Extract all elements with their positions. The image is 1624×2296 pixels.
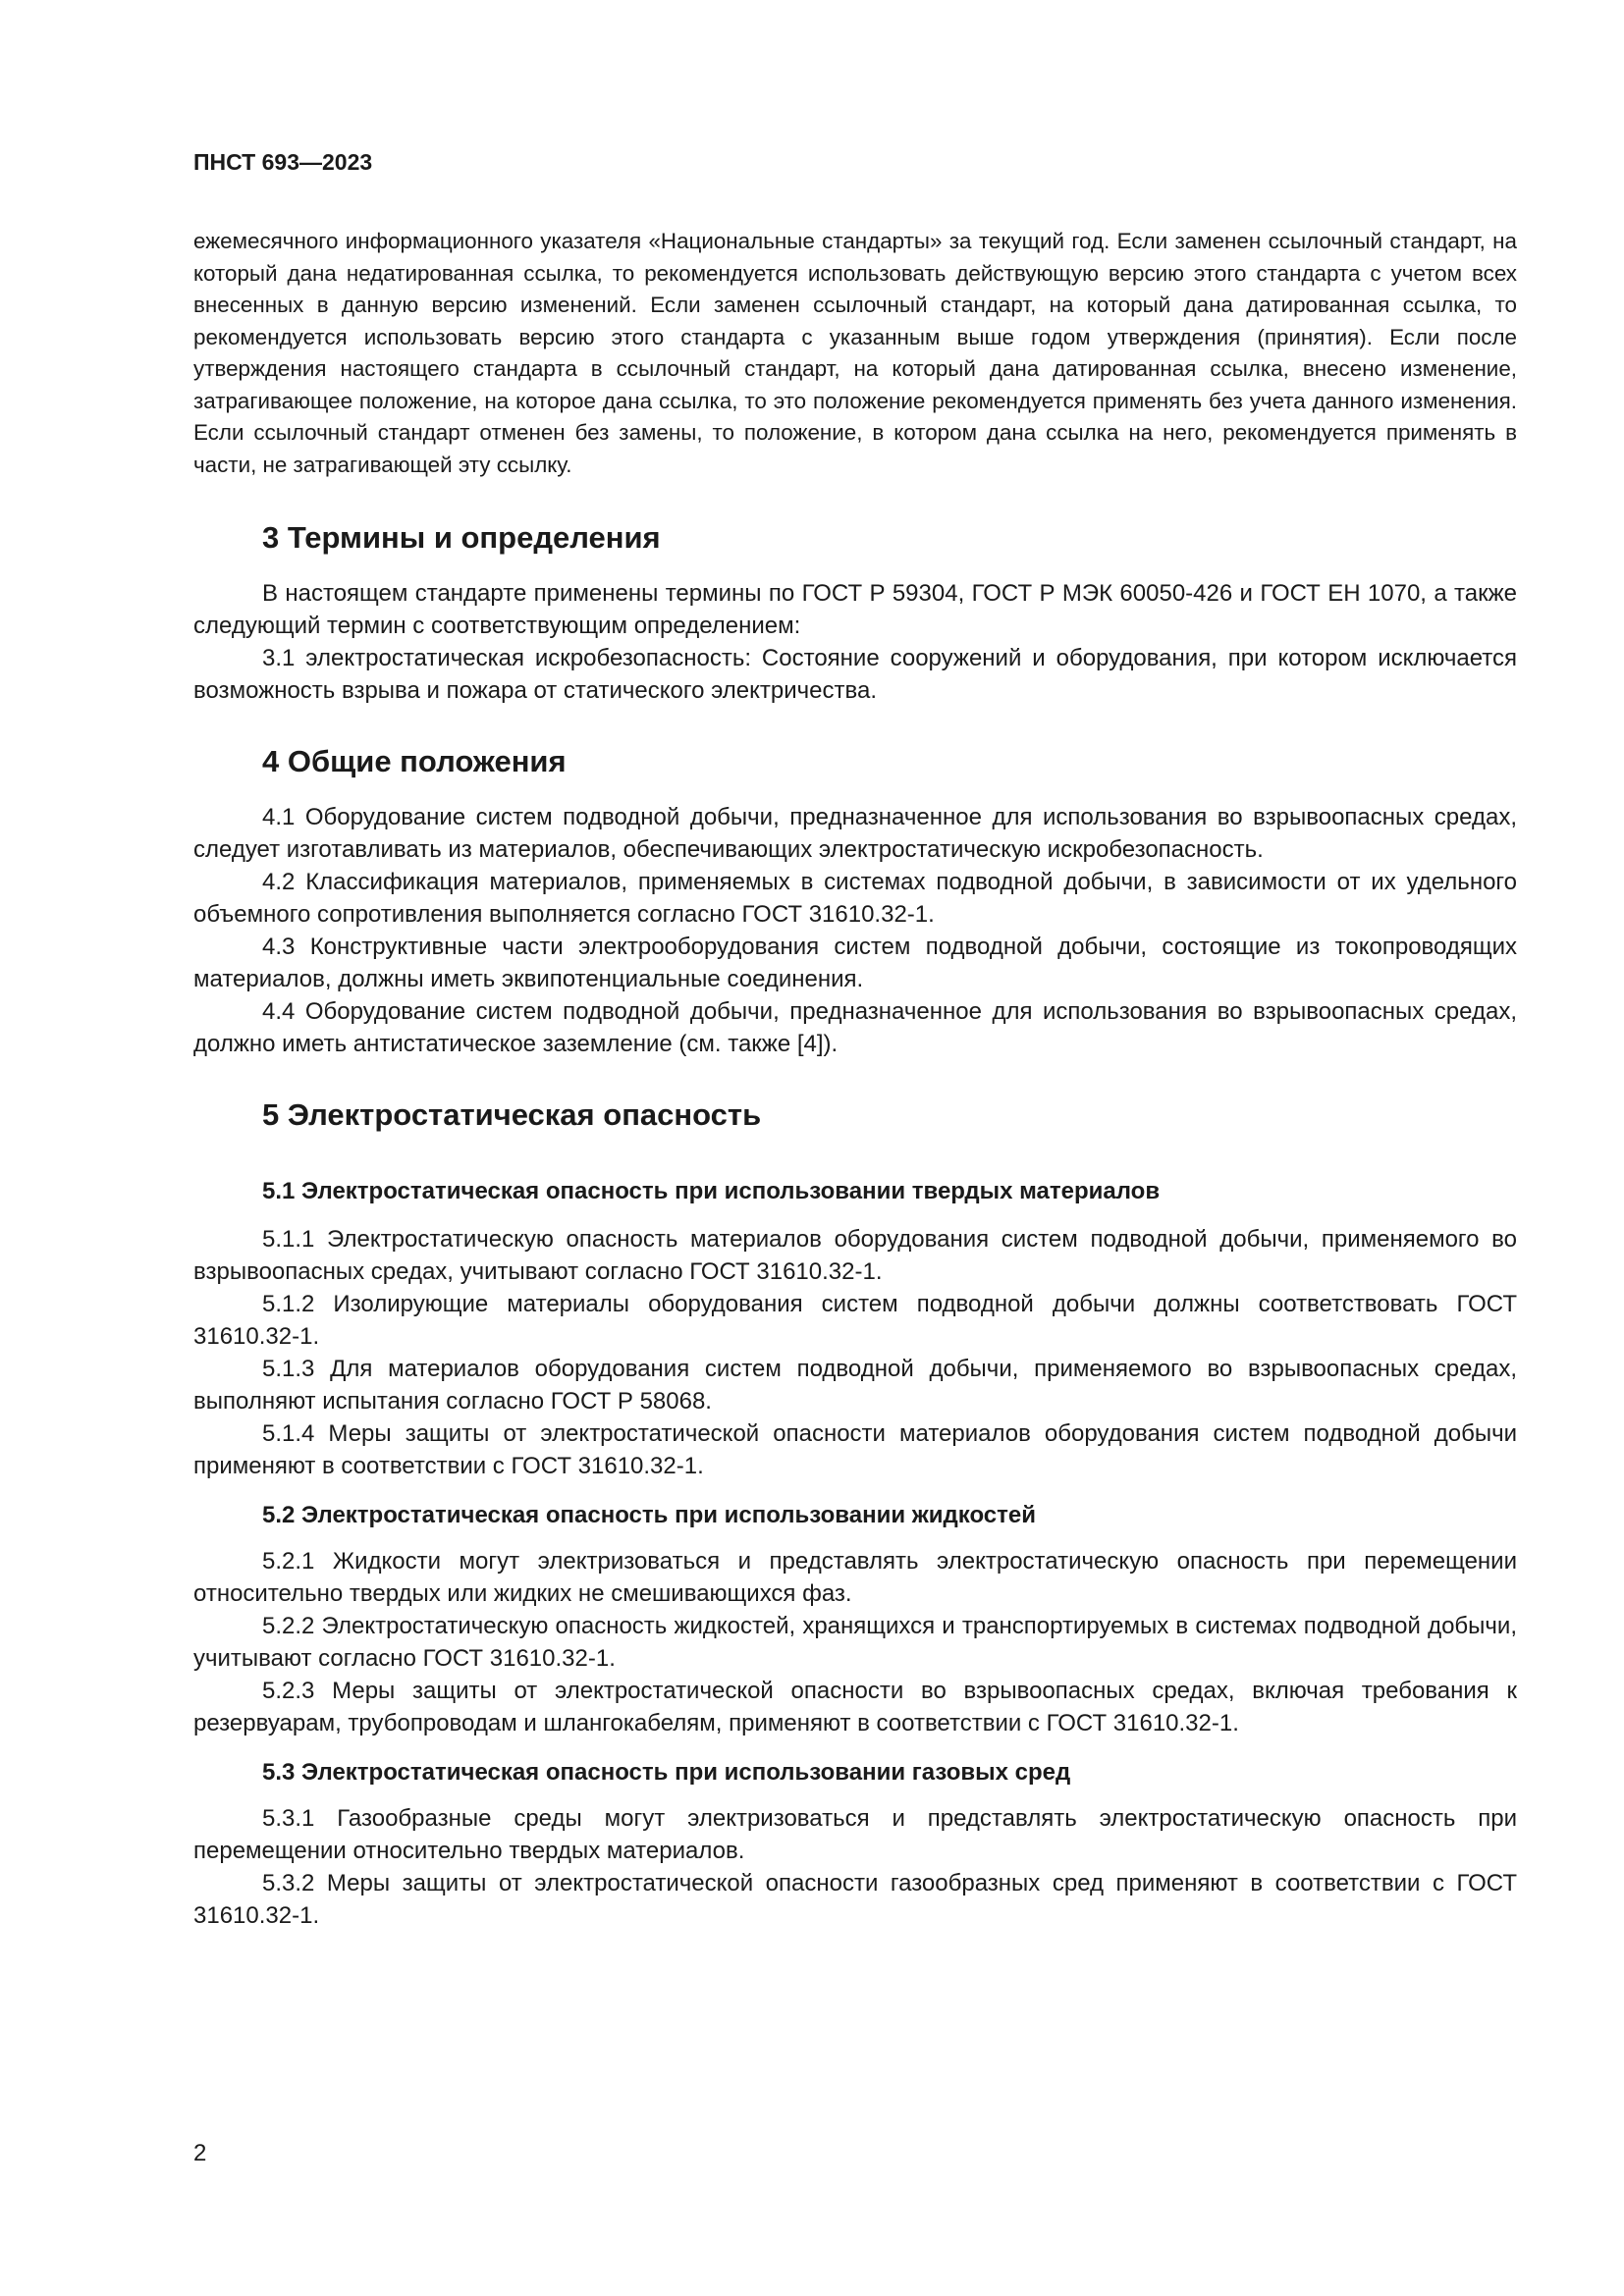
- subsection-5-2-title: 5.2 Электростатическая опасность при использовании жидкостей: [262, 1502, 1037, 1528]
- subsection-5-2-paragraph-2: 5.2.2 Электростатическую опасность жидкостей, хранящихся и транспортируемых в системах подводной добычи, учитывают согласно ГОСТ 31610.32-1.: [193, 1613, 1517, 1672]
- subsection-5-2-paragraph-3: 5.2.3 Меры защиты от электростатической опасности во взрывоопасных средах, включая требования к резервуарам, трубопроводам и шлангокабелям, применяют в соответствии с ГОСТ 31610.32-1.: [193, 1678, 1517, 1736]
- subsection-5-3-paragraph-2: 5.3.2 Меры защиты от электростатической опасности газообразных сред применяют в соответствии с ГОСТ 31610.32-1.: [193, 1870, 1517, 1929]
- subsection-5-1-paragraph-2: 5.1.2 Изолирующие материалы оборудования систем подводной добычи должны соответствовать ГОСТ 31610.32-1.: [193, 1291, 1517, 1350]
- section-4-title: 4 Общие положения: [262, 744, 567, 778]
- subsection-5-1-paragraph-3: 5.1.3 Для материалов оборудования систем подводной добычи, применяемого во взрывоопасных средах, выполняют испытания согласно ГОСТ Р 58068.: [193, 1356, 1517, 1415]
- section-3-paragraph-1: В настоящем стандарте применены термины по ГОСТ Р 59304, ГОСТ Р МЭК 60050-426 и ГОСТ ЕН 1070, а также следующий термин с соответствующим определением:: [193, 580, 1517, 639]
- section-3-title: 3 Термины и определения: [262, 520, 661, 555]
- section-4-paragraph-4: 4.4 Оборудование систем подводной добычи, предназначенное для использования во взрывоопасных средах, должно иметь антистатическое заземление (см. также [4]).: [193, 998, 1517, 1057]
- subsection-5-1-paragraph-1: 5.1.1 Электростатическую опасность материалов оборудования систем подводной добычи, применяемого во взрывоопасных средах, учитывают согласно ГОСТ 31610.32-1.: [193, 1226, 1517, 1285]
- subsection-5-3-title: 5.3 Электростатическая опасность при использовании газовых сред: [262, 1759, 1071, 1786]
- section-4-paragraph-3: 4.3 Конструктивные части электрооборудования систем подводной добычи, состоящие из токопроводящих материалов, должны иметь эквипотенциальные соединения.: [193, 934, 1517, 992]
- page-number: 2: [193, 2140, 207, 2166]
- section-3-paragraph-2: 3.1 электростатическая искробезопасность: Состояние сооружений и оборудования, при котором исключается возможность взрыва и пожара от статического электричества.: [193, 645, 1517, 704]
- document-code: ПНСТ 693—2023: [193, 149, 373, 175]
- subsection-5-2-paragraph-1: 5.2.1 Жидкости могут электризоваться и представлять электростатическую опасность при перемещении относительно твердых или жидких не смешивающихся фаз.: [193, 1548, 1517, 1607]
- section-4-paragraph-2: 4.2 Классификация материалов, применяемых в системах подводной добычи, в зависимости от их удельного объемного сопротивления выполняется согласно ГОСТ 31610.32-1.: [193, 869, 1517, 928]
- page-content: [193, 226, 1517, 1932]
- subsection-5-3-paragraph-1: 5.3.1 Газообразные среды могут электризоваться и представлять электростатическую опасность при перемещении относительно твердых материалов.: [193, 1805, 1517, 1864]
- subsection-5-1-title: 5.1 Электростатическая опасность при использовании твердых материалов: [262, 1178, 1161, 1204]
- section-4-paragraph-1: 4.1 Оборудование систем подводной добычи, предназначенное для использования во взрывоопасных средах, следует изготавливать из материалов, обеспечивающих электростатическую искробезопасность.: [193, 804, 1517, 863]
- intro-paragraph: ежемесячного информационного указателя «Национальные стандарты» за текущий год. Если заменен ссылочный стандарт, на который дана недатированная ссылка, то рекомендуется использовать действующую версию этого стандарта с учетом всех внесенных в данную версию изменений. Если заменен ссылочный стандарт, на который дана датированная ссылка, то рекомендуется использовать версию этого стандарта с указанным выше годом утверждения (принятия). Если после утверждения настоящего стандарта в ссылочный стандарт, на который дана датированная ссылка, внесено изменение, затрагивающее положение, на которое дана ссылка, то это положение рекомендуется применять без учета данного изменения. Если ссылочный стандарт отменен без замены, то положение, в котором дана ссылка на него, рекомендуется применять в части, не затрагивающей эту ссылку.: [193, 229, 1517, 477]
- section-5-title: 5 Электростатическая опасность: [262, 1097, 762, 1132]
- subsection-5-1-paragraph-4: 5.1.4 Меры защиты от электростатической опасности материалов оборудования систем подводной добычи применяют в соответствии с ГОСТ 31610.32-1.: [193, 1420, 1517, 1479]
